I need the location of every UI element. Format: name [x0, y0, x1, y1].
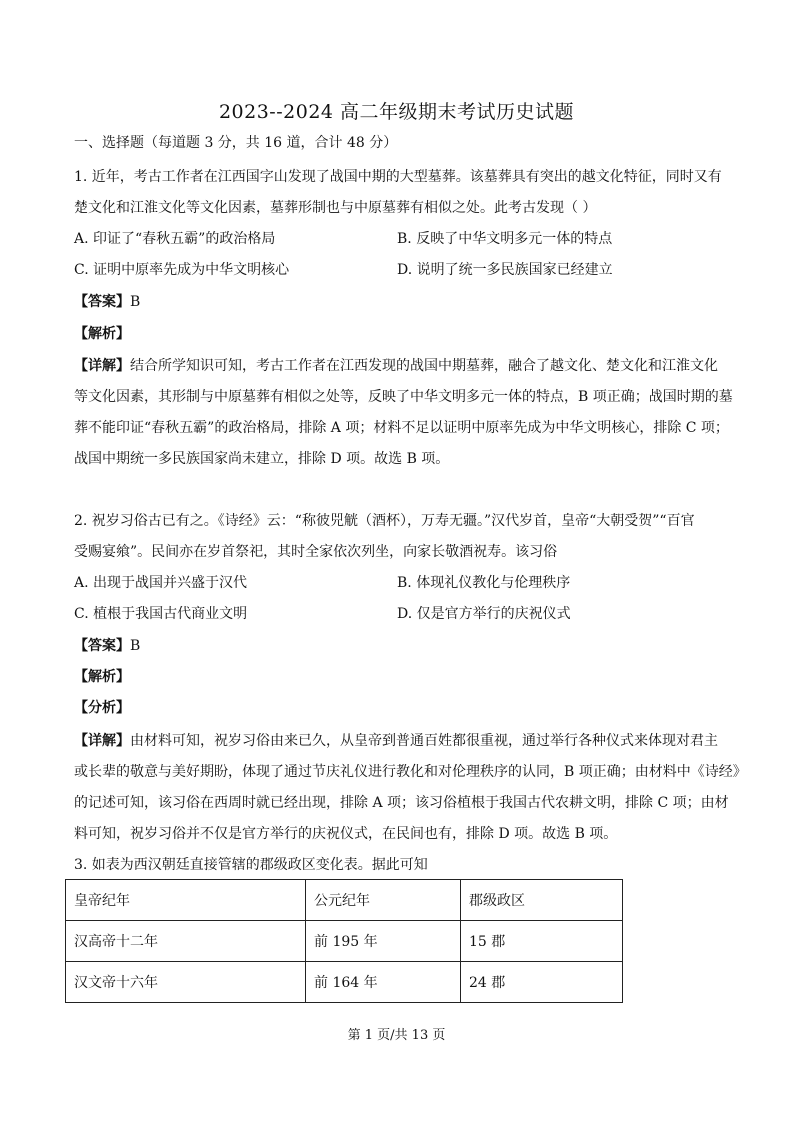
- q2-detail-line1: [74, 731, 734, 751]
- q1-option-b: B. 反映了中华文明多元一体的特点: [397, 231, 613, 247]
- q2-answer-value: B: [130, 638, 141, 654]
- q1-detail-line1: [74, 356, 734, 376]
- q2-answer-tag: 【答案】: [74, 638, 130, 654]
- q2-stem-line2: 受赐宴飨”。民间亦在岁首祭祀，其时全家依次列坐，向家长敬酒祝寿。该习俗: [74, 544, 558, 560]
- q1-answer-value: B: [130, 294, 141, 310]
- q2-answer: [74, 636, 734, 656]
- table-cell: 24 郡: [461, 962, 623, 1003]
- q1-option-c: C. 证明中原率先成为中华文明核心: [74, 262, 290, 278]
- q2-fenxi-tag: [74, 698, 734, 718]
- q2-option-a: A. 出现于战国并兴盛于汉代: [74, 575, 248, 591]
- exam-title: 2023--2024 高二年级期末考试历史试题: [218, 101, 575, 123]
- q1-option-a: A. 印证了“春秋五霸”的政治格局: [74, 231, 276, 247]
- q1-detail-line3: 葬不能印证“春秋五霸”的政治格局，排除 A 项；材料不足以证明中原率先成为中华文明核心，排除 C 项；: [74, 420, 729, 436]
- section-heading: 一、选择题（每道题 3 分，共 16 道，合计 48 分）: [74, 135, 398, 151]
- table-cell: 汉高帝十二年: [66, 921, 306, 962]
- q2-option-b: B. 体现礼仪教化与伦理秩序: [397, 575, 571, 591]
- q2-stem-line1: 2. 祝岁习俗古已有之。《诗经》云：“称彼兕觥（酒杯），万寿无疆。”汉代岁首，皇帝“大朝受贺”“百官: [74, 513, 695, 529]
- q2-analysis-label: 【解析】: [74, 669, 130, 685]
- table-row: [66, 921, 623, 962]
- table-cell: 前 195 年: [306, 921, 461, 962]
- table-row: [66, 962, 623, 1003]
- q1-answer-tag: 【答案】: [74, 294, 130, 310]
- q2-detail-text1: 由材料可知，祝岁习俗由来已久，从皇帝到普通百姓都很重视，通过举行各种仪式来体现对君主: [130, 733, 718, 749]
- q2-detail-tag: 【详解】: [74, 733, 130, 749]
- q3-stem: 3. 如表为西汉朝廷直接管辖的郡级政区变化表。据此可知: [74, 857, 428, 873]
- q1-detail-tag: 【详解】: [74, 358, 130, 374]
- q1-stem-line1: 1. 近年，考古工作者在江西国字山发现了战国中期的大型墓葬。该墓葬具有突出的越文化特征，同时又有: [74, 169, 722, 185]
- table-header-cell: 皇帝纪年: [66, 880, 306, 921]
- q1-stem-line2: 楚文化和江淮文化等文化因素，墓葬形制也与中原墓葬有相似之处。此考古发现（ ）: [74, 200, 597, 216]
- table-cell: 汉文帝十六年: [66, 962, 306, 1003]
- table-header-cell: 公元纪年: [306, 880, 461, 921]
- q2-analysis-tag: [74, 667, 734, 687]
- q1-option-d: D. 说明了统一多民族国家已经建立: [397, 262, 613, 278]
- q1-detail-line4: 战国中期统一多民族国家尚未建立，排除 D 项。故选 B 项。: [74, 451, 450, 467]
- q2-option-c: C. 植根于我国古代商业文明: [74, 606, 248, 622]
- table-cell: 前 164 年: [306, 962, 461, 1003]
- q2-detail-line3: 的记述可知，该习俗在西周时就已经出现，排除 A 项；该习俗植根于我国古代农耕文明，排除 C 项；由材: [74, 795, 729, 811]
- table-header-cell: 郡级政区: [461, 880, 623, 921]
- q1-analysis-label: 【解析】: [74, 326, 130, 342]
- q2-detail-line2: 或长辈的敬意与美好期盼，体现了通过节庆礼仪进行教化和对伦理秩序的认同，B 项正确；由材料中《诗经》: [74, 764, 747, 780]
- q2-fenxi-label: 【分析】: [74, 700, 130, 716]
- q2-detail-line4: 料可知，祝岁习俗并不仅是官方举行的庆祝仪式，在民间也有，排除 D 项。故选 B 项。: [74, 826, 618, 842]
- q1-detail-line2: 等文化因素，其形制与中原墓葬有相似之处等，反映了中华文明多元一体的特点，B 项正确；战国时期的墓: [74, 389, 733, 405]
- q1-analysis-tag: [74, 324, 734, 344]
- table-header-row: [66, 880, 623, 921]
- q1-detail-text1: 结合所学知识可知，考古工作者在江西发现的战国中期墓葬，融合了越文化、楚文化和江淮文化: [130, 358, 718, 374]
- commandery-table: [65, 879, 623, 1003]
- page-footer: 第 1 页/共 13 页: [347, 1028, 446, 1043]
- table-cell: 15 郡: [461, 921, 623, 962]
- q2-option-d: D. 仅是官方举行的庆祝仪式: [397, 606, 571, 622]
- q1-answer: [74, 292, 734, 312]
